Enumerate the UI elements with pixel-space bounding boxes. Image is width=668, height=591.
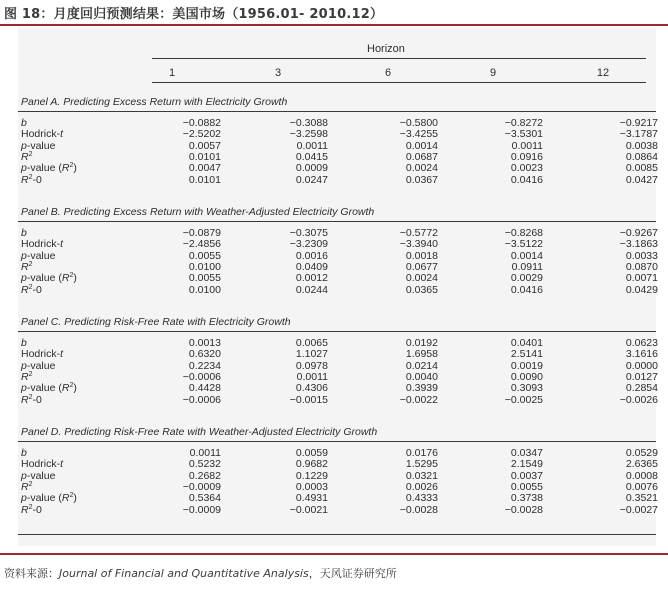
row-label <box>21 128 63 140</box>
label-r: R <box>61 162 70 175</box>
table-cell: 0.0029 <box>510 272 543 285</box>
row-label <box>21 382 77 394</box>
table-cell: 0.0011 <box>511 139 543 152</box>
table-cell: 0.0677 <box>405 260 438 273</box>
table-cell: 0.0409 <box>295 260 328 273</box>
column-header-underline <box>152 82 646 83</box>
table-cell: −3.1863 <box>619 238 658 251</box>
table-cell: −3.2309 <box>289 238 328 251</box>
label-close: ) <box>73 382 77 395</box>
label-r: R <box>21 503 29 516</box>
panel-title: Panel B. Predicting Excess Return with Weather-Adjusted Electricity Growth <box>21 206 375 218</box>
label-r: R <box>21 173 29 186</box>
row-label <box>21 284 42 296</box>
row-label <box>21 238 63 250</box>
label-sq: 2 <box>28 393 33 401</box>
table-cell: 0.6320 <box>188 348 221 361</box>
table-cell: −2.4856 <box>182 238 221 251</box>
table-cell: 0.0023 <box>510 162 543 175</box>
table-cell: 0.0176 <box>405 447 438 459</box>
regression-table <box>18 28 656 546</box>
table-cell: 0.0429 <box>625 283 658 296</box>
table-cell: −0.0021 <box>289 503 328 516</box>
row-label <box>21 227 27 239</box>
panel-rule <box>18 331 656 332</box>
label-zero: -0 <box>32 173 42 186</box>
table-cell: −0.5772 <box>399 227 438 239</box>
label-hodrick: Hodrick- <box>21 458 61 471</box>
table-cell: −0.0028 <box>399 503 438 516</box>
table-cell: −0.0882 <box>182 117 221 129</box>
label-r: R <box>21 283 29 296</box>
table-cell: −0.0006 <box>182 393 221 406</box>
table-cell: 0.0085 <box>625 162 658 175</box>
table-cell: 0.0055 <box>188 249 221 262</box>
label-r: R <box>21 150 29 163</box>
label-r: R <box>61 272 70 285</box>
label-t: t <box>60 348 64 361</box>
label-p: p <box>21 139 27 152</box>
table-cell: 0.0008 <box>625 469 658 482</box>
table-cell: 1.6958 <box>405 348 438 361</box>
table-cell: −3.5301 <box>504 128 543 141</box>
table-cell: 0.0014 <box>510 249 543 262</box>
table-cell: 0.0101 <box>188 150 221 163</box>
table-cell: 0.0911 <box>511 260 543 273</box>
label-sq: 2 <box>69 162 74 170</box>
label-value: -value <box>26 139 56 152</box>
table-cell: 0.0427 <box>625 173 658 186</box>
label-p: p <box>21 272 27 285</box>
table-cell: −0.0015 <box>289 393 328 406</box>
table-cell: 0.0003 <box>295 480 328 493</box>
table-cell: 0.0071 <box>625 272 658 285</box>
label-close: ) <box>73 492 77 505</box>
label-sq: 2 <box>28 283 33 291</box>
table-cell: 0.0040 <box>405 370 438 383</box>
table-cell: 1.1027 <box>295 348 328 361</box>
label-value-open: -value ( <box>26 272 62 285</box>
label-r: R <box>61 492 70 505</box>
table-cell: −0.8268 <box>504 227 543 239</box>
table-cell: 0.0018 <box>405 249 438 262</box>
table-cell: 0.0024 <box>405 272 438 285</box>
table-cell: 0.2234 <box>188 359 221 372</box>
top-rule <box>0 24 668 26</box>
row-label <box>21 470 55 482</box>
row-label <box>21 272 77 284</box>
table-cell: 0.9682 <box>295 458 328 471</box>
label-p: p <box>21 359 27 372</box>
table-cell: 0.0024 <box>405 162 438 175</box>
table-cell: 0.0013 <box>188 337 221 349</box>
table-cell: 0.0065 <box>295 337 328 349</box>
table-cell: 0.0687 <box>405 150 438 163</box>
table-cell: 0.0090 <box>510 370 543 383</box>
table-cell: 2.5141 <box>510 348 543 361</box>
table-cell: −0.0025 <box>504 393 543 406</box>
row-label <box>21 174 42 186</box>
label-zero: -0 <box>32 503 42 516</box>
table-cell: 0.0870 <box>625 260 658 273</box>
figure-title: 图 18：月度回归预测结果：美国市场（1956.01- 2010.12） <box>4 7 384 22</box>
label-sq: 2 <box>28 480 33 488</box>
table-cell: 0.0009 <box>295 162 328 175</box>
table-cell: 0.0016 <box>295 249 328 262</box>
label-r: R <box>21 393 29 406</box>
label-sq: 2 <box>28 503 33 511</box>
panel-rule <box>18 111 656 112</box>
table-cell: 0.2682 <box>188 469 221 482</box>
source-journal: Journal of Financial and Quantitative Analysis <box>59 567 309 580</box>
row-label <box>21 151 33 163</box>
table-cell: 0.0011 <box>296 139 328 152</box>
label-b: b <box>21 337 27 349</box>
label-sq: 2 <box>69 382 74 390</box>
horizon-underline <box>152 58 646 59</box>
table-cell: 0.3093 <box>510 382 543 395</box>
table-cell: 0.4428 <box>188 382 221 395</box>
horizon-label: Horizon <box>367 43 405 55</box>
table-cell: −2.5202 <box>182 128 221 141</box>
table-cell: 0.0033 <box>625 249 658 262</box>
label-b: b <box>21 117 27 129</box>
row-label <box>21 504 42 516</box>
table-cell: −0.9267 <box>619 227 658 239</box>
table-cell: 0.3939 <box>405 382 438 395</box>
label-hodrick: Hodrick- <box>21 238 61 251</box>
table-cell: 0.0011 <box>296 370 328 383</box>
label-sq: 2 <box>28 260 33 268</box>
row-label <box>21 394 42 406</box>
row-label <box>21 140 55 152</box>
label-value: -value <box>26 249 56 262</box>
table-cell: 0.3521 <box>625 492 658 505</box>
label-r: R <box>21 480 29 493</box>
table-cell: 0.5364 <box>188 492 221 505</box>
source-suffix: ，天风证券研究所 <box>308 567 397 580</box>
label-value: -value <box>26 469 56 482</box>
label-value-open: -value ( <box>26 382 62 395</box>
table-cell: 0.2854 <box>625 382 658 395</box>
table-cell: −0.0879 <box>182 227 221 239</box>
table-cell: 0.1229 <box>295 469 328 482</box>
table-cell: 0.0055 <box>188 272 221 285</box>
row-label <box>21 261 33 273</box>
panel-title: Panel C. Predicting Risk-Free Rate with Electricity Growth <box>21 316 291 328</box>
label-sq: 2 <box>69 492 74 500</box>
table-cell: 0.0026 <box>405 480 438 493</box>
column-header: 12 <box>596 67 610 79</box>
table-cell: 2.6365 <box>625 458 658 471</box>
table-cell: −0.8272 <box>504 117 543 129</box>
row-label <box>21 337 27 349</box>
row-label <box>21 250 55 262</box>
table-cell: 0.4333 <box>405 492 438 505</box>
table-cell: 0.0127 <box>625 370 658 383</box>
label-hodrick: Hodrick- <box>21 348 61 361</box>
label-r: R <box>61 382 70 395</box>
panel-title: Panel D. Predicting Risk-Free Rate with Weather-Adjusted Electricity Growth <box>21 426 378 438</box>
panel-rule <box>18 441 656 442</box>
row-label <box>21 447 27 459</box>
table-cell: −0.0026 <box>619 393 658 406</box>
table-cell: −3.1787 <box>619 128 658 141</box>
table-cell: 0.0244 <box>295 283 328 296</box>
table-cell: 0.0012 <box>295 272 328 285</box>
table-cell: 0.5232 <box>188 458 221 471</box>
label-t: t <box>60 128 64 141</box>
label-value-open: -value ( <box>26 162 62 175</box>
panel-title: Panel A. Predicting Excess Return with Electricity Growth <box>21 96 288 108</box>
panel-rule <box>18 221 656 222</box>
column-header: 9 <box>489 67 497 79</box>
table-cell: −0.9217 <box>619 117 658 129</box>
table-cell: 0.0401 <box>510 337 543 349</box>
table-cell: 0.0415 <box>295 150 328 163</box>
table-cell: 3.1616 <box>625 348 658 361</box>
column-header: 6 <box>384 67 392 79</box>
source-prefix: 资料来源： <box>4 567 59 580</box>
table-cell: −0.0006 <box>182 370 221 383</box>
table-cell: 0.0416 <box>510 283 543 296</box>
table-cell: −0.0028 <box>504 503 543 516</box>
label-close: ) <box>73 272 77 285</box>
table-cell: 0.0100 <box>188 283 221 296</box>
row-label <box>21 371 33 383</box>
label-sq: 2 <box>69 272 74 280</box>
label-close: ) <box>73 162 77 175</box>
column-header: 1 <box>168 67 176 79</box>
table-cell: 0.0347 <box>510 447 543 459</box>
table-cell: 0.0038 <box>625 139 658 152</box>
table-cell: 0.0321 <box>405 469 438 482</box>
label-b: b <box>21 227 27 239</box>
table-cell: 0.0100 <box>188 260 221 273</box>
label-r: R <box>21 260 29 273</box>
table-cell: 0.4306 <box>295 382 328 395</box>
label-value: -value <box>26 359 56 372</box>
label-sq: 2 <box>28 150 33 158</box>
label-sq: 2 <box>28 370 33 378</box>
table-cell: 0.0623 <box>625 337 658 349</box>
table-cell: 0.4931 <box>295 492 328 505</box>
table-cell: 0.0864 <box>625 150 658 163</box>
label-b: b <box>21 447 27 459</box>
table-cell: 0.0000 <box>625 359 658 372</box>
label-zero: -0 <box>32 283 42 296</box>
table-cell: 0.0529 <box>625 447 658 459</box>
table-cell: 0.0101 <box>188 173 221 186</box>
label-value-open: -value ( <box>26 492 62 505</box>
table-cell: −3.3940 <box>399 238 438 251</box>
label-p: p <box>21 492 27 505</box>
table-cell: 0.0037 <box>510 469 543 482</box>
table-cell: 0.0367 <box>405 173 438 186</box>
table-cell: −0.0022 <box>399 393 438 406</box>
table-cell: −0.3088 <box>289 117 328 129</box>
table-cell: 0.0076 <box>625 480 658 493</box>
table-cell: 0.0055 <box>510 480 543 493</box>
table-cell: 0.0011 <box>189 447 221 459</box>
row-label <box>21 458 63 470</box>
table-cell: −3.2598 <box>289 128 328 141</box>
bottom-rule <box>0 553 668 555</box>
table-cell: 0.0214 <box>405 359 438 372</box>
row-label <box>21 348 63 360</box>
label-hodrick: Hodrick- <box>21 128 61 141</box>
table-cell: −0.0027 <box>619 503 658 516</box>
label-t: t <box>60 458 64 471</box>
table-cell: −0.0009 <box>182 503 221 516</box>
label-p: p <box>21 249 27 262</box>
table-cell: 0.0047 <box>188 162 221 175</box>
table-cell: 0.0247 <box>295 173 328 186</box>
table-cell: 2.1549 <box>510 458 543 471</box>
table-cell: 0.0059 <box>295 447 328 459</box>
column-header: 3 <box>274 67 282 79</box>
table-cell: −3.4255 <box>399 128 438 141</box>
row-label <box>21 492 77 504</box>
table-cell: 0.0057 <box>188 139 221 152</box>
label-t: t <box>60 238 64 251</box>
table-cell: 0.0019 <box>510 359 543 372</box>
source-note <box>4 565 397 581</box>
label-p: p <box>21 162 27 175</box>
row-label <box>21 117 27 129</box>
table-cell: 0.0014 <box>405 139 438 152</box>
table-cell: −3.5122 <box>504 238 543 251</box>
table-cell: 0.0416 <box>510 173 543 186</box>
table-cell: 0.0978 <box>295 359 328 372</box>
label-r: R <box>21 370 29 383</box>
row-label <box>21 481 33 493</box>
table-cell: −0.3075 <box>289 227 328 239</box>
table-cell: 0.0916 <box>510 150 543 163</box>
table-cell: 1.5295 <box>405 458 438 471</box>
table-bottom-rule <box>18 534 656 535</box>
table-cell: −0.5800 <box>399 117 438 129</box>
table-cell: 0.0192 <box>405 337 438 349</box>
table-cell: −0.0009 <box>182 480 221 493</box>
label-p: p <box>21 469 27 482</box>
row-label <box>21 162 77 174</box>
label-sq: 2 <box>28 173 33 181</box>
table-cell: 0.0365 <box>405 283 438 296</box>
row-label <box>21 360 55 372</box>
label-p: p <box>21 382 27 395</box>
table-cell: 0.3738 <box>510 492 543 505</box>
label-zero: -0 <box>32 393 42 406</box>
